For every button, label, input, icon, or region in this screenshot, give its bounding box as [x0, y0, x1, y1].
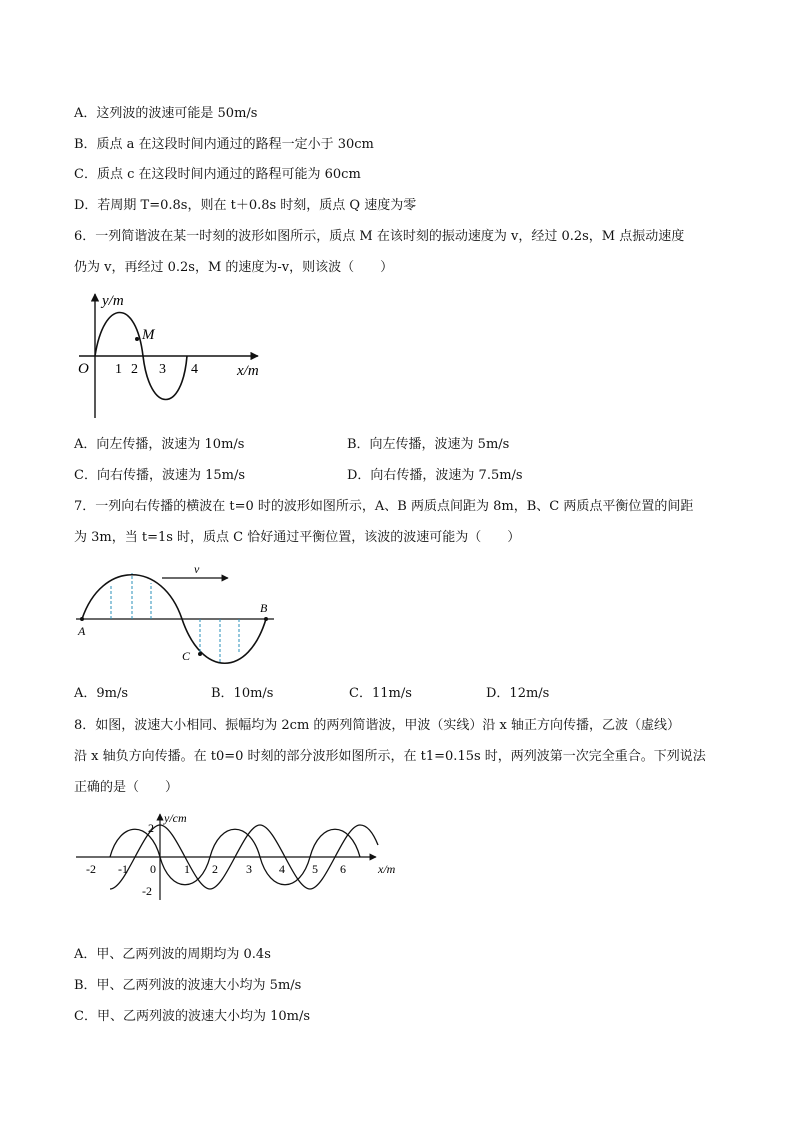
q8-option-c: C．甲、乙两列波的波速大小均为 10m/s — [74, 1009, 310, 1024]
q6-option-a: A．向左传播，波速为 10m/s — [74, 437, 245, 452]
q8-stem-line2: 沿 x 轴负方向传播。在 t0=0 时刻的部分波形如图所示，在 t1=0.15s 时，两列波第一次完全重合。下列说法 — [74, 749, 706, 764]
q8-stem-line1: 8．如图，波速大小相同、振幅均为 2cm 的两列简谐波，甲波（实线）沿 x 轴正方向传播，乙波（虚线） — [74, 718, 681, 733]
q6-wave-figure — [74, 290, 274, 420]
q6-tick-4: 4 — [191, 362, 198, 377]
q6-m-label: M — [142, 327, 155, 343]
q7-b-label: B — [260, 601, 268, 615]
q8-option-b: B．甲、乙两列波的波速大小均为 5m/s — [74, 978, 302, 993]
q7-option-a: A．9m/s — [74, 686, 129, 701]
q8-tick-1: 1 — [184, 862, 190, 876]
q8-tick-6: 6 — [340, 862, 346, 876]
q7-wave-figure — [74, 560, 284, 670]
q8-tick-3: 3 — [246, 862, 252, 876]
q6-x-label: x/m — [237, 363, 259, 379]
q8-option-a: A．甲、乙两列波的周期均为 0.4s — [74, 947, 271, 962]
q6-stem-line2: 仍为 v，再经过 0.2s，M 的速度为-v，则该波（ ） — [74, 260, 394, 275]
q6-tick-1: 1 — [115, 362, 122, 377]
q5-option-c: C．质点 c 在这段时间内通过的路程可能为 60cm — [74, 167, 361, 182]
q7-a-label: A — [78, 624, 86, 638]
q8-x-label: x/m — [378, 862, 396, 876]
q6-tick-3: 3 — [159, 362, 166, 377]
q5-option-b: B．质点 a 在这段时间内通过的路程一定小于 30cm — [74, 137, 374, 152]
q8-tick-2: 2 — [212, 862, 218, 876]
q8-tick-neg2: -2 — [86, 862, 96, 876]
q7-stem-line1: 7．一列向右传播的横波在 t=0 时的波形如图所示，A、B 两质点间距为 8m，B、C 两质点平衡位置的间距 — [74, 499, 694, 514]
q6-point-m — [135, 337, 139, 341]
q8-y-label: y/cm — [164, 811, 187, 825]
q7-c-label: C — [182, 649, 191, 663]
q5-option-a: A．这列波的波速可能是 50m/s — [74, 106, 258, 121]
q8-tick-0: 0 — [150, 862, 156, 876]
q7-option-c: C．11m/s — [349, 686, 412, 701]
q7-point-a — [80, 617, 84, 621]
q7-stem-line2: 为 3m，当 t=1s 时，质点 C 恰好通过平衡位置，该波的波速可能为（ ） — [74, 530, 521, 545]
q8-ymin-label: -2 — [142, 884, 152, 898]
q6-option-c: C．向右传播，波速为 15m/s — [74, 468, 245, 483]
q6-origin-label: O — [78, 361, 89, 377]
q8-tick-4: 4 — [279, 862, 285, 876]
q7-point-c — [198, 652, 202, 656]
q5-option-d: D．若周期 T=0.8s，则在 t＋0.8s 时刻，质点 Q 速度为零 — [74, 198, 417, 213]
q7-point-b — [264, 617, 268, 621]
q6-y-label: y/m — [102, 293, 124, 309]
q6-option-b: B．向左传播，波速为 5m/s — [347, 437, 510, 452]
q6-tick-2: 2 — [131, 362, 138, 377]
q8-stem-line3: 正确的是（ ） — [74, 780, 179, 795]
q8-two-wave-figure — [74, 810, 404, 902]
q7-v-label: v — [194, 562, 200, 576]
q8-tick-5: 5 — [312, 862, 318, 876]
q7-option-b: B．10m/s — [211, 686, 274, 701]
q8-ymax-label: 2 — [148, 821, 154, 835]
q8-tick-neg1: -1 — [118, 862, 128, 876]
q7-option-d: D．12m/s — [486, 686, 550, 701]
q6-option-d: D．向右传播，波速为 7.5m/s — [347, 468, 523, 483]
q6-stem-line1: 6．一列简谐波在某一时刻的波形如图所示，质点 M 在该时刻的振动速度为 v，经过 0.2s，M 点振动速度 — [74, 229, 685, 244]
